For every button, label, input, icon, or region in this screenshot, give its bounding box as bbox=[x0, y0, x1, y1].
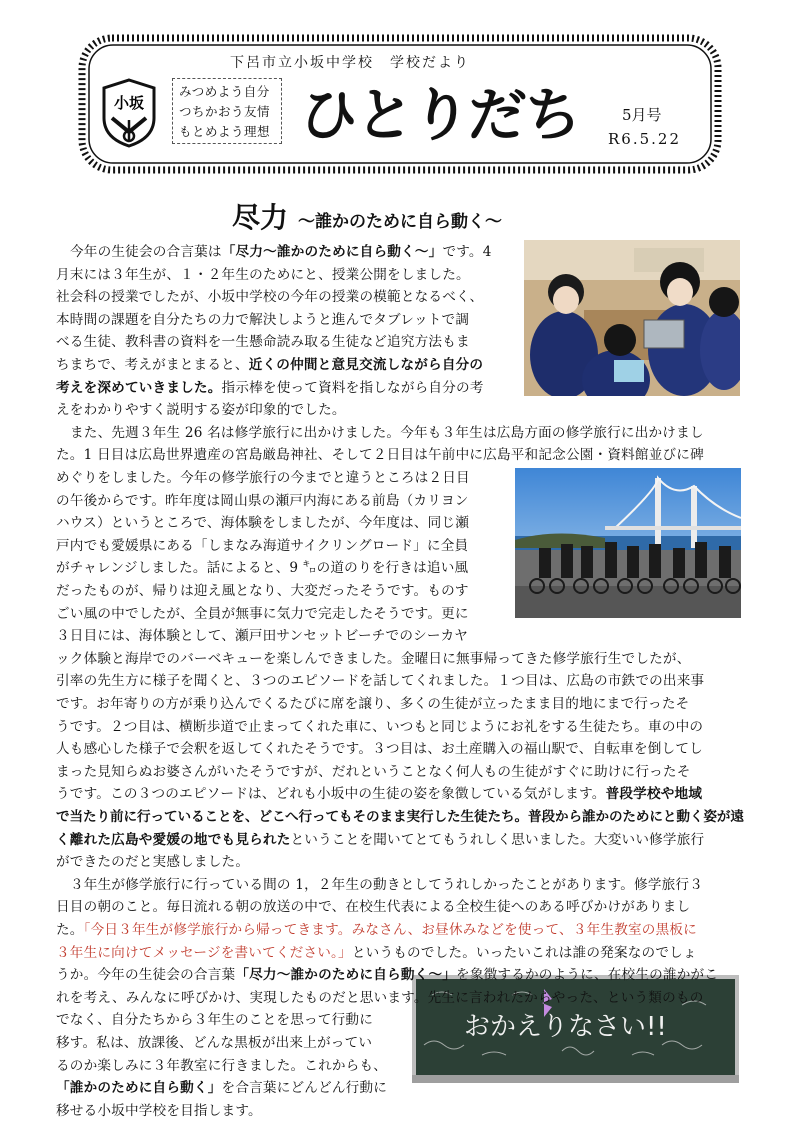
headline-main: 尽力 bbox=[232, 201, 289, 234]
article-text: がチャレンジしました。話によると、9 ㌔の道のりを行きは追い風 bbox=[56, 560, 469, 577]
article-text: 今年の生徒会の合言葉は bbox=[70, 244, 222, 260]
article-headline bbox=[232, 196, 502, 236]
blackboard-greeting: おかえりなさい!! bbox=[464, 1012, 667, 1042]
article-emphasis: 「尽力～誰かのために自ら動く～」 bbox=[235, 967, 457, 984]
article-text: めぐりをしました。今年の修学旅行の今までと違うところは２日目 bbox=[56, 470, 470, 486]
article-text: また、先週３年生 26 名は修学旅行に出かけました。今年も３年生は広島方面の修学旅行に出かけまし bbox=[70, 424, 704, 441]
article-text: 移す。私は、放課後、どんな黒板が出来上がってい bbox=[56, 1035, 373, 1051]
article-text: ごい風の中でしたが、全員が無事に気力で完走したそうです。更に bbox=[56, 605, 469, 622]
emblem-text: 小坂 bbox=[113, 94, 145, 112]
headline-sub: ～誰かのために自ら動く～ bbox=[298, 212, 503, 232]
article-text: ハウス）というところで、海体験をしましたが、今年度は、同じ瀬 bbox=[56, 515, 469, 532]
article-text: ちまちで、考えがまとまると、 bbox=[56, 357, 249, 373]
article-text: 指示棒を使って資料を指しながら自分の考 bbox=[221, 379, 484, 396]
article-line bbox=[56, 987, 744, 1010]
school-name: 下呂市立小坂中学校 学校だより bbox=[230, 55, 470, 71]
article-line bbox=[56, 377, 518, 400]
school-motto bbox=[172, 78, 282, 144]
article-line bbox=[56, 399, 518, 422]
article-text: 社会科の授業でしたが、小坂中学校の今年の授業の模範となるべく、 bbox=[56, 289, 484, 306]
article-emphasis: 普段学校や地域 bbox=[605, 786, 703, 803]
article-line bbox=[56, 1055, 404, 1078]
article-quote: ３年生に向けてメッセージを書いてください。」 bbox=[56, 944, 352, 961]
article-text: た。1 日目は広島世界遺産の宮島厳島神社、そして２日目は午前中に広島平和記念公園・資料館並びに碑 bbox=[56, 447, 704, 464]
article-line bbox=[56, 490, 510, 513]
article-text: 人も感心した様子で会釈を返してくれたそうです。３つ目は、お土産購入の福山駅で、自転車を倒してし bbox=[56, 741, 703, 758]
article-text: ３年生が修学旅行に行っている間の 1，２年生の動きとしてうれしかったことがあります。修学旅行３ bbox=[70, 876, 703, 893]
article-emphasis: 考えを深めていきました。 bbox=[56, 379, 222, 396]
article-text: ができたのだと実感しました。 bbox=[56, 854, 250, 871]
article-line bbox=[56, 829, 744, 852]
article-line bbox=[56, 738, 744, 761]
article-text: を象徴するかのように、在校生の誰かがこ bbox=[456, 967, 719, 984]
article-text: でなく、自分たちから３年生のことを思って行動に bbox=[56, 1012, 373, 1029]
article-line bbox=[56, 1032, 404, 1055]
article-text: です。4 bbox=[442, 244, 492, 260]
article-text: ３日目には、海体験として、瀬戸田サンセットビーチでのシーカヤ bbox=[56, 628, 469, 645]
article-line bbox=[56, 444, 744, 467]
photo-classroom-tablets bbox=[524, 240, 740, 396]
photo-cycling-bridge bbox=[515, 468, 741, 618]
article-line bbox=[70, 874, 744, 897]
article-line bbox=[56, 670, 744, 693]
article-text: ック体験と海岸でのバーベキューを楽しんできました。金曜日に無事帰ってきた修学旅行生でしたが、 bbox=[56, 650, 691, 667]
article-emphasis: く離れた広島や愛媛の地でも見られた bbox=[56, 831, 291, 848]
article-line bbox=[56, 942, 744, 965]
motto-line: もとめよう理想 bbox=[179, 124, 271, 139]
article-text: うです。２つ目は、横断歩道で止まってくれた車に、いつもと同じようにお礼をする生徒たち。車の中の bbox=[56, 718, 704, 735]
article-text: 戸内でも愛媛県にある「しまなみ海道サイクリングロード」に全員 bbox=[56, 537, 469, 554]
article-text: うか。今年の生徒会の合言葉 bbox=[56, 967, 236, 984]
article-text: えをわかりやすく説明する姿が印象的でした。 bbox=[56, 402, 346, 419]
article-line bbox=[56, 1077, 404, 1100]
article-text: ということを聞いてとてもうれしく思いました。大変いい修学旅行 bbox=[290, 831, 705, 848]
article-line bbox=[56, 467, 510, 490]
article-line bbox=[56, 648, 744, 671]
article-text: というものでした。いったいこれは誰の発案なのでしょ bbox=[351, 944, 697, 961]
article-line bbox=[56, 851, 744, 874]
newsletter-title: ひとりだち bbox=[297, 81, 583, 149]
article-line bbox=[56, 1100, 404, 1123]
article-line bbox=[56, 557, 510, 580]
article-line bbox=[56, 580, 510, 603]
article-line bbox=[56, 896, 744, 919]
article-text: まった見知らぬお婆さんがいたそうですが、だれということなく何人もの生徒がすぐに助けに行ったそ bbox=[56, 763, 691, 780]
motto-line: つちかおう友情 bbox=[179, 104, 271, 119]
article-line bbox=[70, 422, 744, 445]
article-emphasis: で当たり前に行っていることを、どこへ行ってもそのまま実行した生徒たち。普段から誰かのためにと動く姿が遠 bbox=[56, 809, 744, 825]
article-text: るのか楽しみに３年教室に行きました。これからも、 bbox=[56, 1057, 388, 1074]
article-line bbox=[56, 603, 510, 626]
school-emblem-icon bbox=[98, 74, 160, 150]
article-line bbox=[56, 919, 744, 942]
article-emphasis: 近くの仲間と意見交流しながら自分の bbox=[248, 357, 484, 373]
article-line bbox=[56, 535, 510, 558]
article-text: 本時間の課題を自分たちの力で解決しようと進んでタブレットで調 bbox=[56, 311, 470, 328]
issue-label: 5月号 bbox=[622, 106, 662, 124]
article-text: べる生徒、教科書の資料を一生懸命読み取る生徒など追究方法もま bbox=[56, 334, 470, 351]
article-text: 移せる小坂中学校を目指します。 bbox=[56, 1102, 262, 1119]
article-line bbox=[56, 693, 744, 716]
article-text: 日目の朝のこと。毎日流れる朝の放送の中で、在校生代表による全校生徒へのある呼びかけがありまし bbox=[56, 899, 691, 916]
article-text: の午後からです。昨年度は岡山県の瀬戸内海にある前島（カリヨン bbox=[56, 492, 469, 509]
article-line bbox=[56, 512, 510, 535]
article-line bbox=[56, 309, 518, 332]
article-text: を合言葉にどんどん行動に bbox=[221, 1080, 388, 1097]
article-line bbox=[56, 783, 744, 806]
article-emphasis: 「尽力～誰かのために自ら動く～」 bbox=[221, 244, 443, 260]
article-text: うです。この３つのエピソードは、どれも小坂中の生徒の姿を象徴している気がします。 bbox=[56, 786, 606, 803]
motto-line: みつめよう自分 bbox=[179, 84, 270, 99]
article-line bbox=[56, 1009, 404, 1032]
article-quote: 「今日３年生が修学旅行から帰ってきます。みなさん、お昼休みなどを使って、３年生教室の黒板に bbox=[83, 922, 697, 938]
article-line bbox=[56, 286, 518, 309]
article-line bbox=[56, 264, 518, 287]
article-text: です。お年寄りの方が乗り込んでくるたびに席を譲り、多くの生徒が立ったまま目的地にまで行ったそ bbox=[56, 696, 690, 712]
article-emphasis: 「誰かのために自ら動く」 bbox=[56, 1080, 222, 1097]
article-text: れを考え、みんなに呼びかけ、実現したものだと思います。先生に言われたからやった、という類のもの bbox=[56, 989, 704, 1006]
article-text: 月末には３年生が、１・２年生のためにと、授業公開をしました。 bbox=[56, 266, 470, 283]
article-line bbox=[56, 354, 518, 377]
article-line bbox=[56, 625, 510, 648]
article-line bbox=[56, 331, 518, 354]
article-line bbox=[56, 806, 744, 829]
issue-date: R6.5.22 bbox=[608, 130, 682, 148]
article-line bbox=[56, 716, 744, 739]
article-text: 引率の先生方に様子を聞くと、３つのエピソードを話してくれました。１つ目は、広島の市鉄での出来事 bbox=[56, 673, 705, 690]
article-line bbox=[70, 241, 518, 264]
article-text: だったものが、帰りは迎え風となり、大変だったそうです。ものす bbox=[56, 583, 469, 599]
article-line bbox=[56, 964, 744, 987]
article-text: た。 bbox=[56, 922, 84, 938]
article-line bbox=[56, 761, 744, 784]
